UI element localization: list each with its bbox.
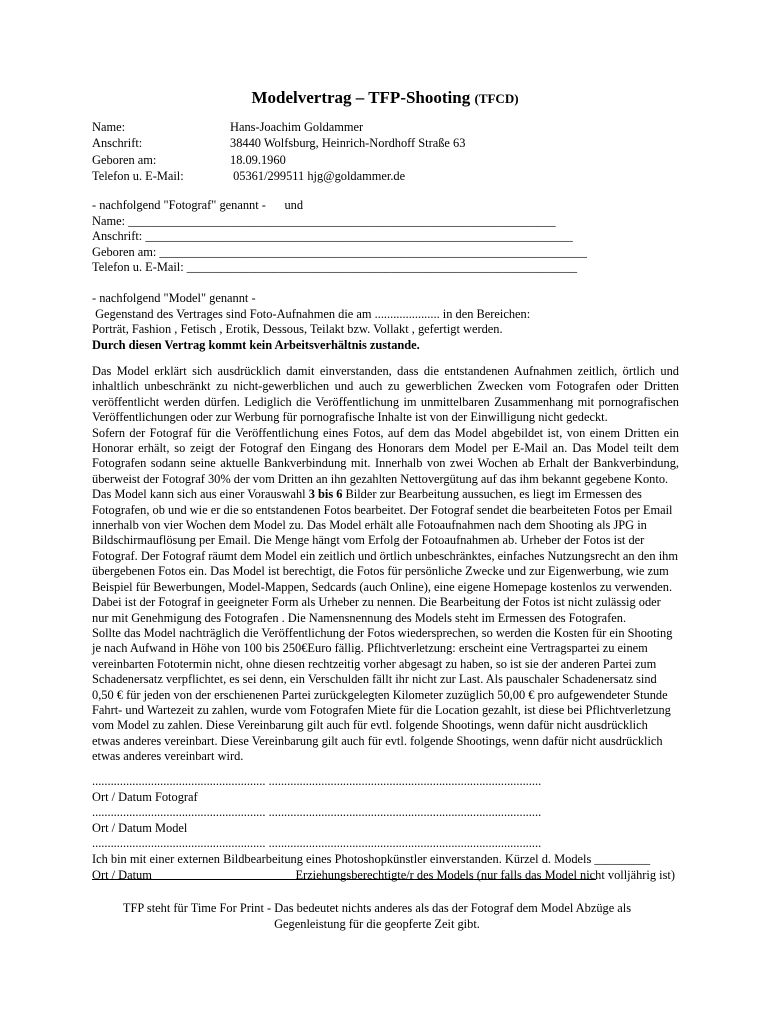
photographer-details (92, 120, 692, 186)
field-value: Hans-Joachim Goldammer (230, 120, 364, 134)
signature-label-photographer: Ort / Datum Fotograf (92, 789, 198, 804)
retouch-consent: Ich bin mit einer externen Bildbearbeitung eines Photoshopkünstler einverstanden. Kürzel d. Models _________ (92, 851, 651, 866)
paragraph-consent: Das Model erklärt sich ausdrücklich damit einverstanden, dass die entstandenen Aufnahmen zeitlich, örtlich und inhaltlich unbeschränkt zu nicht-gewerblichen und auch zu gewerblichen Zwecken vom Fotografen oder Dritten veröffentlicht werden dürfen. Lediglich die Veröffentlichung im unmittelbaren Zusammenhang mit pornografischen Veröffentlichungen oder zur Werbung für pornografische Inhalte ist von der Einwilligung nicht gedeckt. (92, 364, 679, 425)
page-title (0, 88, 770, 109)
photographer-row (92, 136, 692, 152)
field-value: 38440 Wolfsburg, Heinrich-Nordhoff Straße 63 (230, 136, 466, 151)
subject-block (92, 291, 692, 353)
footer-line-1: TFP steht für Time For Print - Das bedeutet nichts anderes als das der Fotograf dem Model Abzüge als (122, 901, 632, 915)
title-main: Modelvertrag – TFP-Shooting (251, 88, 471, 107)
subject-line-2: Porträt, Fashion , Fetisch , Erotik, Dessous, Teilakt bzw. Vollakt , gefertigt werden. (92, 322, 503, 337)
signature-label-guardian: Erziehungsberechtigte/r des Models (nur falls das Model nicht volljährig ist) (295, 867, 675, 882)
footer-note (92, 900, 662, 932)
paragraph-selection (92, 487, 679, 626)
signature-label-date: Ort / Datum (92, 867, 152, 882)
contract-body (92, 364, 679, 765)
paragraph-objection: Sollte das Model nachträglich die Veröffentlichung der Fotos wiedersprechen, so werden die Kosten für ein Shooting je nach Aufwand in Höhe von 100 bis 250€Euro fällig. Pflichtverletzung: erscheint eine Vertragspartei zu einem vereinbarten Fototermin nicht, ohne diesen rechtzeitig vorher abgesagt zu haben, so ist sie der anderen Partei zum Schadenersatz verpflichtet, es sei denn, ein Verschulden fällt ihr nicht zur Last. Als pauschaler Schadenersatz sind 0,50 € für jeden von der erschienenen Partei zurückgelegten Kilometer zuzüglich 50,00 € pro aufgewendeter Stunde Fahrt- und Wartezeit zu zahlen, wurde vom Fotografen Miete für die Location gezahlt, ist diese bei Pflichtverletzung vom Model zu zahlen. Diese Vereinbarung gilt auch für evtl. folgende Shootings, wenn dafür nicht ausdrücklich etwas anderes vereinbart. Diese Vereinbarung gilt auch für evtl. folgende Shootings, wenn dafür nicht ausdrücklich etwas anderes vereinbart wird. (92, 625, 673, 764)
signature-dots: ........................................................ ........................................................................................ (92, 774, 542, 788)
model-contact-field: Telefon u. E-Mail: _______________________________________________________________ (92, 260, 578, 275)
field-label: Geboren am: (92, 152, 157, 167)
footer-line-2: Gegenleistung für die geopferte Zeit gibt. (274, 917, 480, 931)
no-employment-text: Durch diesen Vertrag kommt kein Arbeitsverhältnis zustande. (92, 337, 420, 352)
photographer-row (92, 120, 692, 136)
signature-section (92, 774, 692, 883)
selection-count: 3 bis 6 (308, 487, 343, 502)
no-employment-note (92, 338, 692, 354)
photographer-row (92, 153, 692, 169)
photographer-row (92, 169, 692, 185)
paragraph-selection-start: Das Model kann sich aus einer Vorauswahl (92, 487, 309, 502)
field-label: Name: (92, 120, 126, 134)
paragraph-fee: Sofern der Fotograf für die Veröffentlichung eines Fotos, auf dem das Model abgebildet ist, von einem Dritten ein Honorar erhält, so zeigt der Fotograf den Eingang des Honorars dem Model per E-Mail an. Das Model teilt dem Fotografen sodann seine aktuelle Bankverbindung mit. Innerhalb von zwei Wochen ab Erhalt der Bankverbindung, überweist der Fotograf 30% der vom Dritten an ihn gezahlten Nettovergütung auf das ihm bekannt gegebene Konto. (92, 425, 679, 486)
model-details (92, 198, 692, 276)
model-intro: - nachfolgend "Fotograf" genannt - und (92, 198, 304, 212)
signature-label-model: Ort / Datum Model (92, 820, 188, 835)
field-value: 18.09.1960 (230, 152, 286, 167)
model-name-field: Name: _____________________________________________________________________ (92, 213, 556, 228)
signature-dots: ........................................................ ........................................................................................ (92, 805, 542, 820)
model-birth-field: Geboren am: _____________________________________________________________________ (92, 244, 587, 259)
divider-line (92, 879, 596, 880)
subject-line-1: Gegenstand des Vertrages sind Foto-Aufnahmen die am ..................... in den Bereichen: (92, 306, 531, 321)
field-label: Telefon u. E-Mail: (92, 169, 184, 184)
guardian-row (92, 868, 675, 884)
title-suffix: (TFCD) (474, 91, 519, 106)
signature-dots: ........................................................ ........................................................................................ (92, 836, 542, 851)
field-label: Anschrift: (92, 136, 143, 151)
subject-intro: - nachfolgend "Model" genannt - (92, 291, 256, 305)
paragraph-selection-rest: Bilder zur Bearbeitung aussuchen, es liegt im Ermessen des Fotografen, ob und wie er die so entstandenen Fotos bearbeitet. Der Fotograf sendet die bearbeiteten Fotos per Email innerhalb von vier Wochen dem Model zu. Das Model erhält alle Fotoaufnahmen nach dem Shooting als JPG in Bildschirmauflösung per Email. Die Menge hängt vom Erfolg der Fotoaufnahmen ab. Urheber der Fotos ist der Fotograf. Der Fotograf räumt dem Model ein zeitlich und örtlich unbeschränktes, einfaches Nutzungsrecht an den ihm übergebenen Fotos ein. Das Model ist berechtigt, die Fotos für persönliche Zwecke und zur Eigenwerbung, wie zum Beispiel für Bewerbungen, Model-Mappen, Sedcards (auch Online), eine eigene Homepage kostenlos zu verwenden. Dabei ist der Fotograf in geeigneter Form als Urheber zu nennen. Die Bearbeitung der Fotos ist nicht zulässig oder nur mit Genehmigung des Fotografen . Die Namensnennung des Models steht im Ermessen des Fotografen. (92, 487, 678, 625)
field-value: 05361/299511 hjg@goldammer.de (230, 169, 406, 184)
model-address-field: Anschrift: _____________________________________________________________________ (92, 229, 573, 244)
